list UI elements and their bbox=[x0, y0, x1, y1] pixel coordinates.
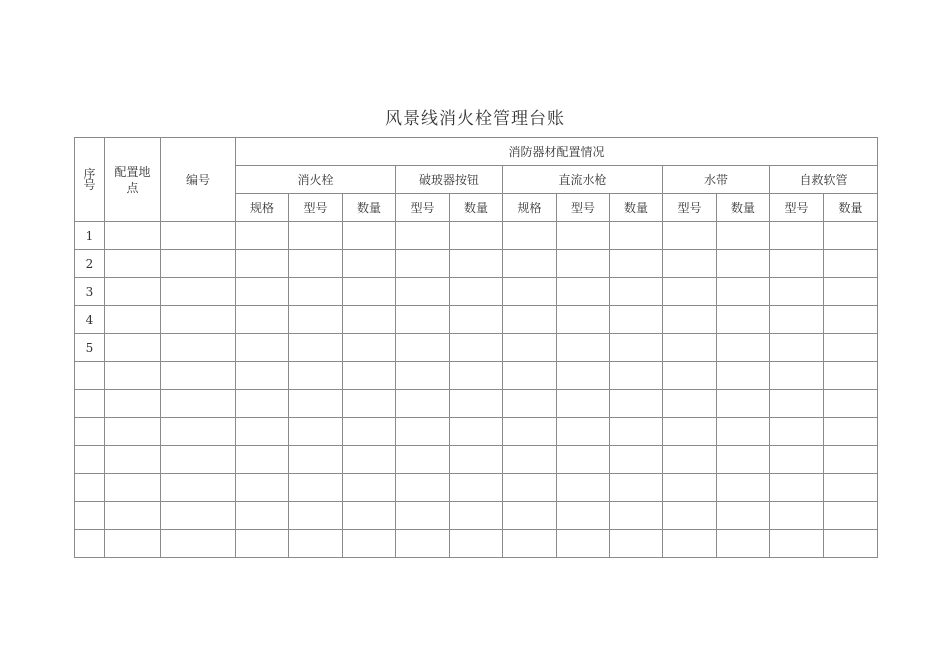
table-row bbox=[75, 362, 878, 390]
seq-column-header bbox=[75, 138, 105, 222]
table-cell bbox=[105, 418, 161, 446]
table-cell bbox=[161, 334, 236, 362]
table-cell bbox=[343, 502, 396, 530]
table-cell bbox=[236, 250, 289, 278]
row-number-cell bbox=[75, 418, 105, 446]
table-cell bbox=[824, 278, 878, 306]
table-cell bbox=[663, 418, 717, 446]
table-cell bbox=[824, 306, 878, 334]
table-cell bbox=[396, 530, 450, 558]
table-cell bbox=[503, 222, 557, 250]
table-row bbox=[75, 390, 878, 418]
table-cell bbox=[105, 334, 161, 362]
table-cell bbox=[610, 446, 663, 474]
table-cell bbox=[824, 362, 878, 390]
table-cell bbox=[663, 222, 717, 250]
table-cell bbox=[161, 474, 236, 502]
table-cell bbox=[450, 390, 503, 418]
table-cell bbox=[343, 390, 396, 418]
table-cell bbox=[343, 418, 396, 446]
table-cell bbox=[717, 418, 770, 446]
table-cell bbox=[610, 306, 663, 334]
table-cell bbox=[717, 474, 770, 502]
table-cell bbox=[236, 474, 289, 502]
table-cell bbox=[557, 334, 610, 362]
table-cell bbox=[289, 530, 343, 558]
table-cell bbox=[396, 222, 450, 250]
table-cell bbox=[503, 418, 557, 446]
group-header-glass-breaker: 破玻器按钮 bbox=[396, 166, 503, 194]
table-cell bbox=[396, 502, 450, 530]
table-row bbox=[75, 446, 878, 474]
table-row bbox=[75, 278, 878, 306]
column-header: 型号 bbox=[289, 194, 343, 222]
table-cell bbox=[161, 446, 236, 474]
table-cell bbox=[450, 530, 503, 558]
table-row bbox=[75, 418, 878, 446]
table-cell bbox=[503, 278, 557, 306]
table-cell bbox=[557, 418, 610, 446]
table-row bbox=[75, 222, 878, 250]
table-cell bbox=[105, 474, 161, 502]
column-header: 规格 bbox=[503, 194, 557, 222]
table-cell bbox=[610, 418, 663, 446]
column-header: 数量 bbox=[343, 194, 396, 222]
table-cell bbox=[770, 390, 824, 418]
table-cell bbox=[717, 502, 770, 530]
table-cell bbox=[770, 306, 824, 334]
table-cell bbox=[663, 530, 717, 558]
table-cell bbox=[289, 362, 343, 390]
table-cell bbox=[236, 306, 289, 334]
table-cell bbox=[450, 250, 503, 278]
table-cell bbox=[450, 502, 503, 530]
table-cell bbox=[343, 334, 396, 362]
table-cell bbox=[236, 334, 289, 362]
table-cell bbox=[824, 250, 878, 278]
table-cell bbox=[557, 390, 610, 418]
table-cell bbox=[770, 418, 824, 446]
ledger-table bbox=[74, 137, 878, 558]
column-header: 型号 bbox=[770, 194, 824, 222]
table-cell bbox=[236, 362, 289, 390]
table-cell bbox=[503, 362, 557, 390]
table-row bbox=[75, 474, 878, 502]
table-cell bbox=[450, 474, 503, 502]
table-cell bbox=[450, 362, 503, 390]
table-cell bbox=[663, 362, 717, 390]
table-cell bbox=[236, 390, 289, 418]
table-cell bbox=[824, 502, 878, 530]
table-cell bbox=[289, 390, 343, 418]
ledger-body bbox=[75, 222, 878, 558]
table-cell bbox=[450, 306, 503, 334]
seq-header-char: 序 bbox=[83, 166, 96, 181]
table-cell bbox=[289, 250, 343, 278]
table-row bbox=[75, 334, 878, 362]
table-cell bbox=[557, 222, 610, 250]
table-cell bbox=[610, 362, 663, 390]
table-row bbox=[75, 530, 878, 558]
table-cell bbox=[343, 474, 396, 502]
table-cell bbox=[396, 334, 450, 362]
column-header: 数量 bbox=[610, 194, 663, 222]
table-cell bbox=[105, 278, 161, 306]
table-cell bbox=[770, 278, 824, 306]
table-cell bbox=[663, 390, 717, 418]
location-header-line: 配置地 bbox=[114, 164, 151, 179]
table-row bbox=[75, 306, 878, 334]
table-cell bbox=[161, 418, 236, 446]
table-cell bbox=[824, 474, 878, 502]
equipment-header: 消防器材配置情况 bbox=[236, 138, 878, 166]
row-number-cell bbox=[75, 502, 105, 530]
table-cell bbox=[824, 222, 878, 250]
table-cell bbox=[503, 530, 557, 558]
table-cell bbox=[824, 530, 878, 558]
table-cell bbox=[236, 530, 289, 558]
table-cell bbox=[663, 334, 717, 362]
table-cell bbox=[663, 446, 717, 474]
table-cell bbox=[663, 278, 717, 306]
table-cell bbox=[770, 250, 824, 278]
table-cell bbox=[161, 362, 236, 390]
table-cell bbox=[236, 418, 289, 446]
table-cell bbox=[557, 502, 610, 530]
table-cell bbox=[610, 474, 663, 502]
row-number-cell bbox=[75, 362, 105, 390]
table-cell bbox=[770, 446, 824, 474]
table-cell bbox=[161, 278, 236, 306]
table-cell bbox=[610, 278, 663, 306]
table-cell bbox=[770, 502, 824, 530]
table-cell bbox=[289, 222, 343, 250]
table-cell bbox=[770, 530, 824, 558]
table-cell bbox=[450, 278, 503, 306]
table-cell bbox=[503, 306, 557, 334]
table-cell bbox=[161, 502, 236, 530]
table-cell bbox=[717, 306, 770, 334]
seq-header-char: 号 bbox=[83, 177, 96, 192]
row-number-cell: 2 bbox=[75, 250, 105, 278]
table-cell bbox=[557, 306, 610, 334]
table-cell bbox=[717, 222, 770, 250]
table-cell bbox=[557, 250, 610, 278]
table-cell bbox=[770, 362, 824, 390]
table-cell bbox=[396, 390, 450, 418]
page-title: 风景线消火栓管理台账 bbox=[385, 109, 565, 129]
row-number-cell: 3 bbox=[75, 278, 105, 306]
table-cell bbox=[396, 278, 450, 306]
table-cell bbox=[770, 334, 824, 362]
group-header-hydrant: 消火栓 bbox=[236, 166, 396, 194]
group-header-nozzle: 直流水枪 bbox=[503, 166, 663, 194]
table-cell bbox=[610, 502, 663, 530]
table-cell bbox=[396, 474, 450, 502]
table-row bbox=[75, 502, 878, 530]
table-cell bbox=[770, 222, 824, 250]
table-cell bbox=[557, 278, 610, 306]
table-cell bbox=[450, 446, 503, 474]
table-cell bbox=[105, 502, 161, 530]
table-cell bbox=[824, 446, 878, 474]
table-cell bbox=[717, 530, 770, 558]
table-cell bbox=[557, 530, 610, 558]
column-header: 型号 bbox=[396, 194, 450, 222]
table-cell bbox=[343, 250, 396, 278]
location-header-line: 点 bbox=[126, 180, 139, 195]
table-cell bbox=[824, 334, 878, 362]
table-cell bbox=[610, 250, 663, 278]
table-cell bbox=[663, 474, 717, 502]
location-column-header bbox=[105, 138, 161, 222]
table-cell bbox=[557, 474, 610, 502]
table-cell bbox=[610, 530, 663, 558]
table-cell bbox=[717, 278, 770, 306]
table-cell bbox=[610, 222, 663, 250]
table-cell bbox=[610, 390, 663, 418]
group-header-reel-hose: 自救软管 bbox=[770, 166, 878, 194]
table-cell bbox=[236, 446, 289, 474]
table-cell bbox=[396, 250, 450, 278]
table-cell bbox=[343, 362, 396, 390]
table-cell bbox=[503, 474, 557, 502]
table-cell bbox=[343, 278, 396, 306]
table-cell bbox=[396, 446, 450, 474]
table-cell bbox=[450, 222, 503, 250]
table-row bbox=[75, 250, 878, 278]
table-cell bbox=[236, 502, 289, 530]
table-cell bbox=[450, 418, 503, 446]
table-cell bbox=[161, 250, 236, 278]
table-cell bbox=[770, 474, 824, 502]
table-cell bbox=[396, 418, 450, 446]
code-column-header: 编号 bbox=[161, 138, 236, 222]
table-cell bbox=[503, 334, 557, 362]
table-cell bbox=[717, 334, 770, 362]
table-cell bbox=[503, 446, 557, 474]
column-header: 型号 bbox=[557, 194, 610, 222]
table-cell bbox=[289, 278, 343, 306]
table-cell bbox=[610, 334, 663, 362]
table-cell bbox=[161, 306, 236, 334]
table-cell bbox=[289, 334, 343, 362]
table-cell bbox=[396, 362, 450, 390]
table-cell bbox=[396, 306, 450, 334]
column-header: 数量 bbox=[824, 194, 878, 222]
table-cell bbox=[503, 250, 557, 278]
column-header: 型号 bbox=[663, 194, 717, 222]
table-cell bbox=[503, 502, 557, 530]
table-cell bbox=[105, 250, 161, 278]
row-number-cell: 1 bbox=[75, 222, 105, 250]
table-cell bbox=[289, 474, 343, 502]
row-number-cell: 5 bbox=[75, 334, 105, 362]
table-cell bbox=[663, 306, 717, 334]
table-cell bbox=[289, 418, 343, 446]
table-cell bbox=[289, 446, 343, 474]
table-cell bbox=[343, 446, 396, 474]
table-cell bbox=[289, 306, 343, 334]
table-cell bbox=[503, 390, 557, 418]
table-cell bbox=[105, 362, 161, 390]
table-cell bbox=[717, 250, 770, 278]
table-cell bbox=[105, 390, 161, 418]
table-cell bbox=[105, 530, 161, 558]
table-cell bbox=[663, 502, 717, 530]
table-cell bbox=[824, 390, 878, 418]
table-cell bbox=[105, 446, 161, 474]
table-cell bbox=[105, 306, 161, 334]
table-cell bbox=[557, 362, 610, 390]
table-cell bbox=[717, 390, 770, 418]
table-cell bbox=[105, 222, 161, 250]
table-cell bbox=[557, 446, 610, 474]
table-cell bbox=[236, 222, 289, 250]
row-number-cell: 4 bbox=[75, 306, 105, 334]
table-cell bbox=[289, 502, 343, 530]
row-number-cell bbox=[75, 474, 105, 502]
table-cell bbox=[824, 418, 878, 446]
group-header-hose: 水带 bbox=[663, 166, 770, 194]
row-number-cell bbox=[75, 530, 105, 558]
column-header: 数量 bbox=[450, 194, 503, 222]
table-cell bbox=[450, 334, 503, 362]
table-cell bbox=[343, 306, 396, 334]
table-cell bbox=[717, 362, 770, 390]
table-cell bbox=[236, 278, 289, 306]
column-header: 数量 bbox=[717, 194, 770, 222]
table-cell bbox=[161, 222, 236, 250]
table-cell bbox=[161, 530, 236, 558]
table-cell bbox=[343, 530, 396, 558]
table-cell bbox=[343, 222, 396, 250]
row-number-cell bbox=[75, 446, 105, 474]
table-cell bbox=[717, 446, 770, 474]
table-cell bbox=[663, 250, 717, 278]
table-cell bbox=[161, 390, 236, 418]
column-header: 规格 bbox=[236, 194, 289, 222]
row-number-cell bbox=[75, 390, 105, 418]
